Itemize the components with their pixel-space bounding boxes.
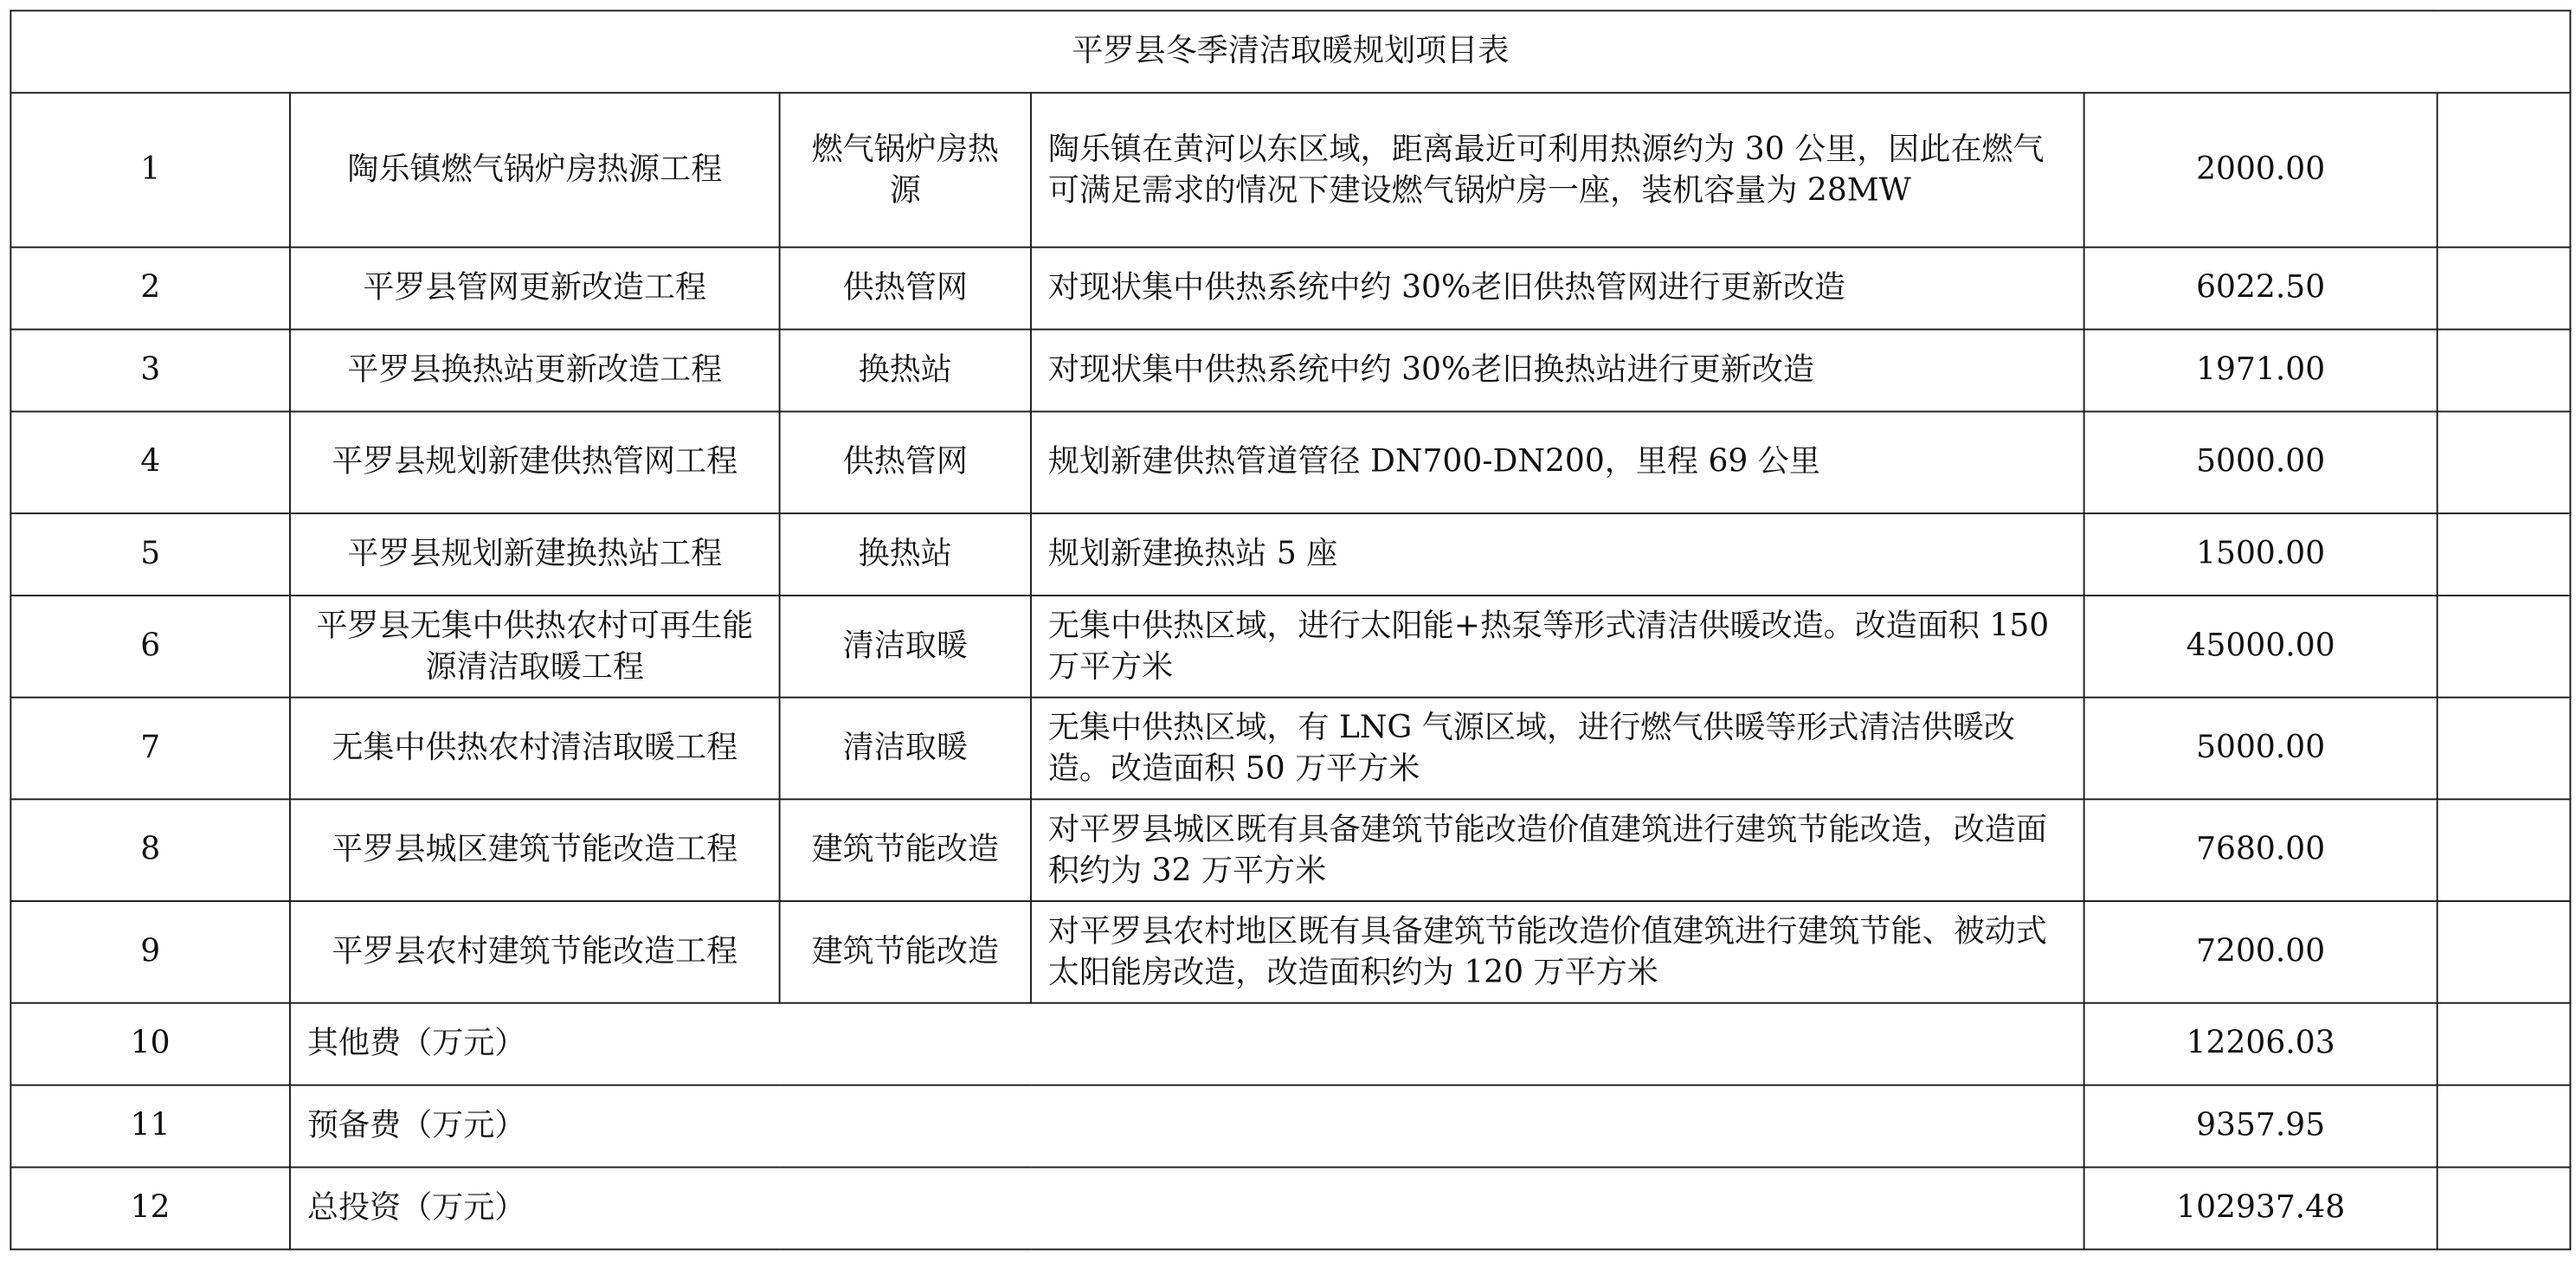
project-type: 换热站: [780, 513, 1031, 596]
table-row: [10, 799, 2570, 901]
project-name: 陶乐镇燃气锅炉房热源工程: [290, 93, 780, 247]
table-row: [10, 901, 2570, 1003]
project-description: 陶乐镇在黄河以东区域，距离最近可利用热源约为 30 公里，因此在燃气可满足需求的情况下建设燃气锅炉房一座，装机容量为 28MW: [1031, 93, 2084, 247]
summary-amount: 9357.95: [2084, 1085, 2438, 1168]
investment-amount: 7680.00: [2084, 799, 2438, 901]
row-number: 3: [10, 330, 290, 412]
project-type: 清洁取暖: [780, 596, 1031, 698]
investment-amount: 5000.00: [2084, 698, 2438, 800]
empty-cell: [2438, 411, 2571, 513]
row-number: 10: [10, 1003, 290, 1085]
table-row: [10, 596, 2570, 698]
project-description: 对现状集中供热系统中约 30%老旧换热站进行更新改造: [1031, 330, 2084, 412]
summary-amount: 102937.48: [2084, 1168, 2438, 1250]
project-type: 供热管网: [780, 248, 1031, 330]
summary-amount: 12206.03: [2084, 1003, 2438, 1085]
project-type: 换热站: [780, 330, 1031, 412]
empty-cell: [2438, 1003, 2571, 1085]
investment-amount: 7200.00: [2084, 901, 2438, 1003]
project-description: 无集中供热区域，有 LNG 气源区域，进行燃气供暖等形式清洁供暖改造。改造面积 50 万平方米: [1031, 698, 2084, 800]
row-number: 1: [10, 93, 290, 247]
investment-amount: 6022.50: [2084, 248, 2438, 330]
empty-cell: [2438, 596, 2571, 698]
empty-cell: [2438, 248, 2571, 330]
empty-cell: [2438, 901, 2571, 1003]
investment-amount: 5000.00: [2084, 411, 2438, 513]
table-row: [10, 93, 2570, 247]
row-number: 9: [10, 901, 290, 1003]
empty-cell: [2438, 1085, 2571, 1168]
table-row: [10, 248, 2570, 330]
empty-cell: [2438, 513, 2571, 596]
row-number: 7: [10, 698, 290, 800]
table-row: [10, 698, 2570, 800]
table-row: [10, 513, 2570, 596]
project-type: 供热管网: [780, 411, 1031, 513]
summary-row-other-fees: [10, 1003, 2570, 1085]
project-name: 平罗县换热站更新改造工程: [290, 330, 780, 412]
summary-label: 预备费（万元）: [290, 1085, 2084, 1168]
investment-amount: 2000.00: [2084, 93, 2438, 247]
project-name: 平罗县规划新建换热站工程: [290, 513, 780, 596]
project-name: 平罗县管网更新改造工程: [290, 248, 780, 330]
row-number: 12: [10, 1168, 290, 1250]
project-name: 平罗县农村建筑节能改造工程: [290, 901, 780, 1003]
row-number: 5: [10, 513, 290, 596]
project-description: 对现状集中供热系统中约 30%老旧供热管网进行更新改造: [1031, 248, 2084, 330]
table-title-row: [10, 10, 2570, 93]
project-name: 平罗县城区建筑节能改造工程: [290, 799, 780, 901]
empty-cell: [2438, 799, 2571, 901]
row-number: 8: [10, 799, 290, 901]
project-type: 建筑节能改造: [780, 901, 1031, 1003]
summary-row-total-investment: [10, 1168, 2570, 1250]
project-table: [10, 10, 2571, 1250]
project-name: 无集中供热农村清洁取暖工程: [290, 698, 780, 800]
table-row: [10, 411, 2570, 513]
project-description: 对平罗县农村地区既有具备建筑节能改造价值建筑进行建筑节能、被动式太阳能房改造，改造面积约为 120 万平方米: [1031, 901, 2084, 1003]
row-number: 2: [10, 248, 290, 330]
empty-cell: [2438, 93, 2571, 247]
project-description: 规划新建换热站 5 座: [1031, 513, 2084, 596]
row-number: 6: [10, 596, 290, 698]
project-name: 平罗县无集中供热农村可再生能源清洁取暖工程: [290, 596, 780, 698]
row-number: 11: [10, 1085, 290, 1168]
summary-label: 其他费（万元）: [290, 1003, 2084, 1085]
project-description: 规划新建供热管道管径 DN700-DN200，里程 69 公里: [1031, 411, 2084, 513]
project-description: 无集中供热区域，进行太阳能+热泵等形式清洁供暖改造。改造面积 150 万平方米: [1031, 596, 2084, 698]
table-row: [10, 330, 2570, 412]
table-title: 平罗县冬季清洁取暖规划项目表: [10, 10, 2570, 93]
project-type: 燃气锅炉房热源: [780, 93, 1031, 247]
summary-label: 总投资（万元）: [290, 1168, 2084, 1250]
project-type: 建筑节能改造: [780, 799, 1031, 901]
project-name: 平罗县规划新建供热管网工程: [290, 411, 780, 513]
project-description: 对平罗县城区既有具备建筑节能改造价值建筑进行建筑节能改造，改造面积约为 32 万平方米: [1031, 799, 2084, 901]
investment-amount: 45000.00: [2084, 596, 2438, 698]
project-type: 清洁取暖: [780, 698, 1031, 800]
row-number: 4: [10, 411, 290, 513]
empty-cell: [2438, 1168, 2571, 1250]
investment-amount: 1500.00: [2084, 513, 2438, 596]
empty-cell: [2438, 698, 2571, 800]
summary-row-reserve-fees: [10, 1085, 2570, 1168]
empty-cell: [2438, 330, 2571, 412]
investment-amount: 1971.00: [2084, 330, 2438, 412]
